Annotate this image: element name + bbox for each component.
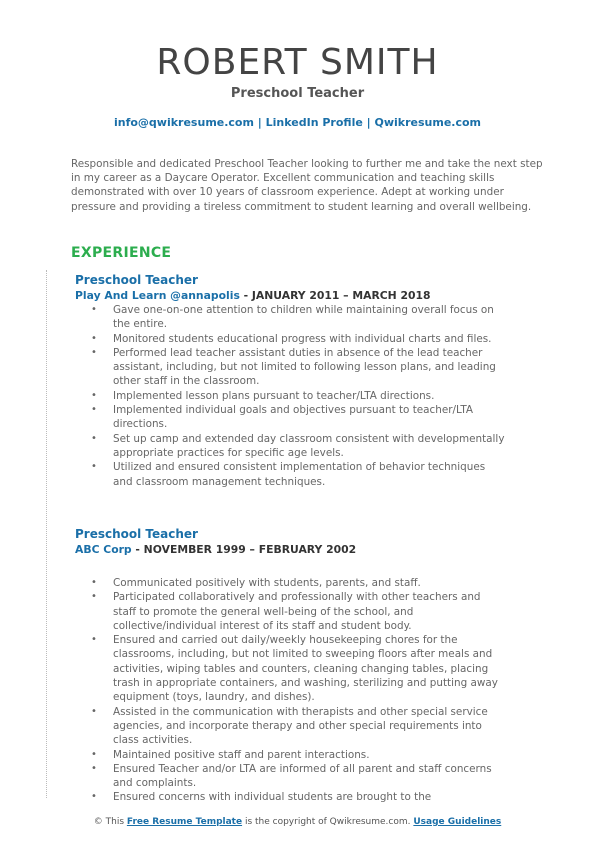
- bullet-icon: •: [91, 332, 97, 344]
- duty-text: Participated collaboratively and professionally with other teachers and staff to promote the general well-being of the school, and collective/individual interest of its staff and student body.: [113, 591, 481, 632]
- duty-item: [75, 762, 505, 791]
- duty-text: Utilized and ensured consistent implementation of behavior techniques and classroom management techniques.: [113, 461, 486, 488]
- job-title: Preschool Teacher: [75, 273, 198, 287]
- duty-item: [75, 590, 505, 633]
- job-meta: [75, 288, 515, 303]
- contact-separator: |: [253, 116, 266, 129]
- duty-list: [75, 576, 515, 805]
- job-dates: - NOVEMBER 1999 – FEBRUARY 2002: [131, 543, 357, 556]
- job-company: Play And Learn @annapolis: [75, 289, 240, 302]
- job-company: ABC Corp: [75, 543, 132, 556]
- duty-text: Ensured and carried out daily/weekly housekeeping chores for the classrooms, including, but not limited to sweeping floors after meals and activities, wiping tables and counters, cleaning changing tables, placing trash in appropriate containers, and washing, sterilizing and putting away equipment (toys, laundry, and dishes).: [113, 634, 498, 704]
- bullet-icon: •: [91, 389, 97, 401]
- duty-item: [75, 633, 505, 704]
- contact-line: [0, 116, 595, 129]
- footer: [0, 817, 595, 827]
- summary-paragraph: Responsible and dedicated Preschool Teacher looking to further me and take the next step in my career as a Daycare Operator. Excellent communication and teaching skills demonstrated with over 10 years of classroom experience. Adept at working under pressure and providing a tireless commitment to student learning and overall wellbeing.: [71, 158, 543, 213]
- job-title: Preschool Teacher: [75, 527, 198, 541]
- duty-list: [75, 303, 515, 489]
- resume-title: Preschool Teacher: [230, 86, 365, 101]
- footer-middle: is the copyright of Qwikresume.com.: [242, 817, 414, 827]
- duty-item: [75, 303, 505, 332]
- duty-text: Gave one-on-one attention to children while maintaining overall focus on the entire.: [113, 304, 494, 331]
- duty-text: Implemented individual goals and objectives pursuant to teacher/LTA directions.: [113, 404, 474, 431]
- job-dates: - JANUARY 2011 – MARCH 2018: [239, 289, 431, 302]
- duty-text: Ensured concerns with individual students are brought to the: [113, 791, 432, 804]
- job-entry: [75, 272, 515, 489]
- experience-heading: EXPERIENCE: [71, 245, 172, 261]
- duty-item: [75, 748, 505, 762]
- bullet-icon: •: [91, 432, 97, 444]
- duty-item: [75, 346, 505, 389]
- duty-text: Communicated positively with students, parents, and staff.: [113, 577, 421, 589]
- footer-prefix: © This: [93, 817, 127, 827]
- bullet-icon: •: [91, 634, 97, 646]
- website-link[interactable]: Qwikresume.com: [374, 116, 482, 129]
- duty-text: Implemented lesson plans pursuant to teacher/LTA directions.: [113, 389, 435, 402]
- email-link[interactable]: info@qwikresume.com: [113, 116, 254, 129]
- bullet-icon: •: [91, 762, 97, 774]
- duty-item: [75, 432, 505, 461]
- job-entry: [75, 526, 515, 805]
- duty-item: [75, 403, 505, 432]
- duty-item: [75, 460, 505, 489]
- bullet-icon: •: [91, 304, 97, 315]
- usage-guidelines-link[interactable]: Usage Guidelines: [413, 817, 502, 827]
- bullet-icon: •: [91, 461, 97, 473]
- bullet-icon: •: [91, 577, 97, 588]
- linkedin-link[interactable]: LinkedIn Profile: [265, 116, 363, 129]
- duty-text: Maintained positive staff and parent interactions.: [113, 748, 370, 761]
- duty-item: [75, 576, 505, 590]
- timeline-divider: [46, 270, 47, 798]
- duty-text: Assisted in the communication with therapists and other special service agencies, and incorporate therapy and other special requirements into class activities.: [113, 705, 488, 747]
- duty-item: [75, 705, 505, 748]
- resume-name: ROBERT SMITH: [156, 42, 439, 83]
- bullet-icon: •: [91, 404, 97, 416]
- duty-item: [75, 790, 505, 804]
- duty-item: [75, 389, 505, 403]
- duty-item: [75, 332, 505, 346]
- bullet-icon: •: [91, 346, 97, 358]
- free-resume-template-link[interactable]: Free Resume Template: [126, 817, 243, 827]
- job-meta: [75, 542, 515, 557]
- duty-text: Monitored students educational progress with individual charts and files.: [113, 332, 492, 345]
- bullet-icon: •: [91, 748, 97, 760]
- contact-separator: |: [362, 116, 375, 129]
- duty-text: Set up camp and extended day classroom consistent with developmentally appropriate practices for specific age levels.: [113, 432, 505, 459]
- bullet-icon: •: [91, 591, 97, 603]
- duty-text: Performed lead teacher assistant duties in absence of the lead teacher assistant, including, but not limited to following lesson plans, and leading other staff in the classroom.: [113, 346, 496, 388]
- bullet-icon: •: [91, 791, 97, 803]
- duty-text: Ensured Teacher and/or LTA are informed of all parent and staff concerns and complaints.: [113, 762, 492, 790]
- bullet-icon: •: [91, 705, 97, 717]
